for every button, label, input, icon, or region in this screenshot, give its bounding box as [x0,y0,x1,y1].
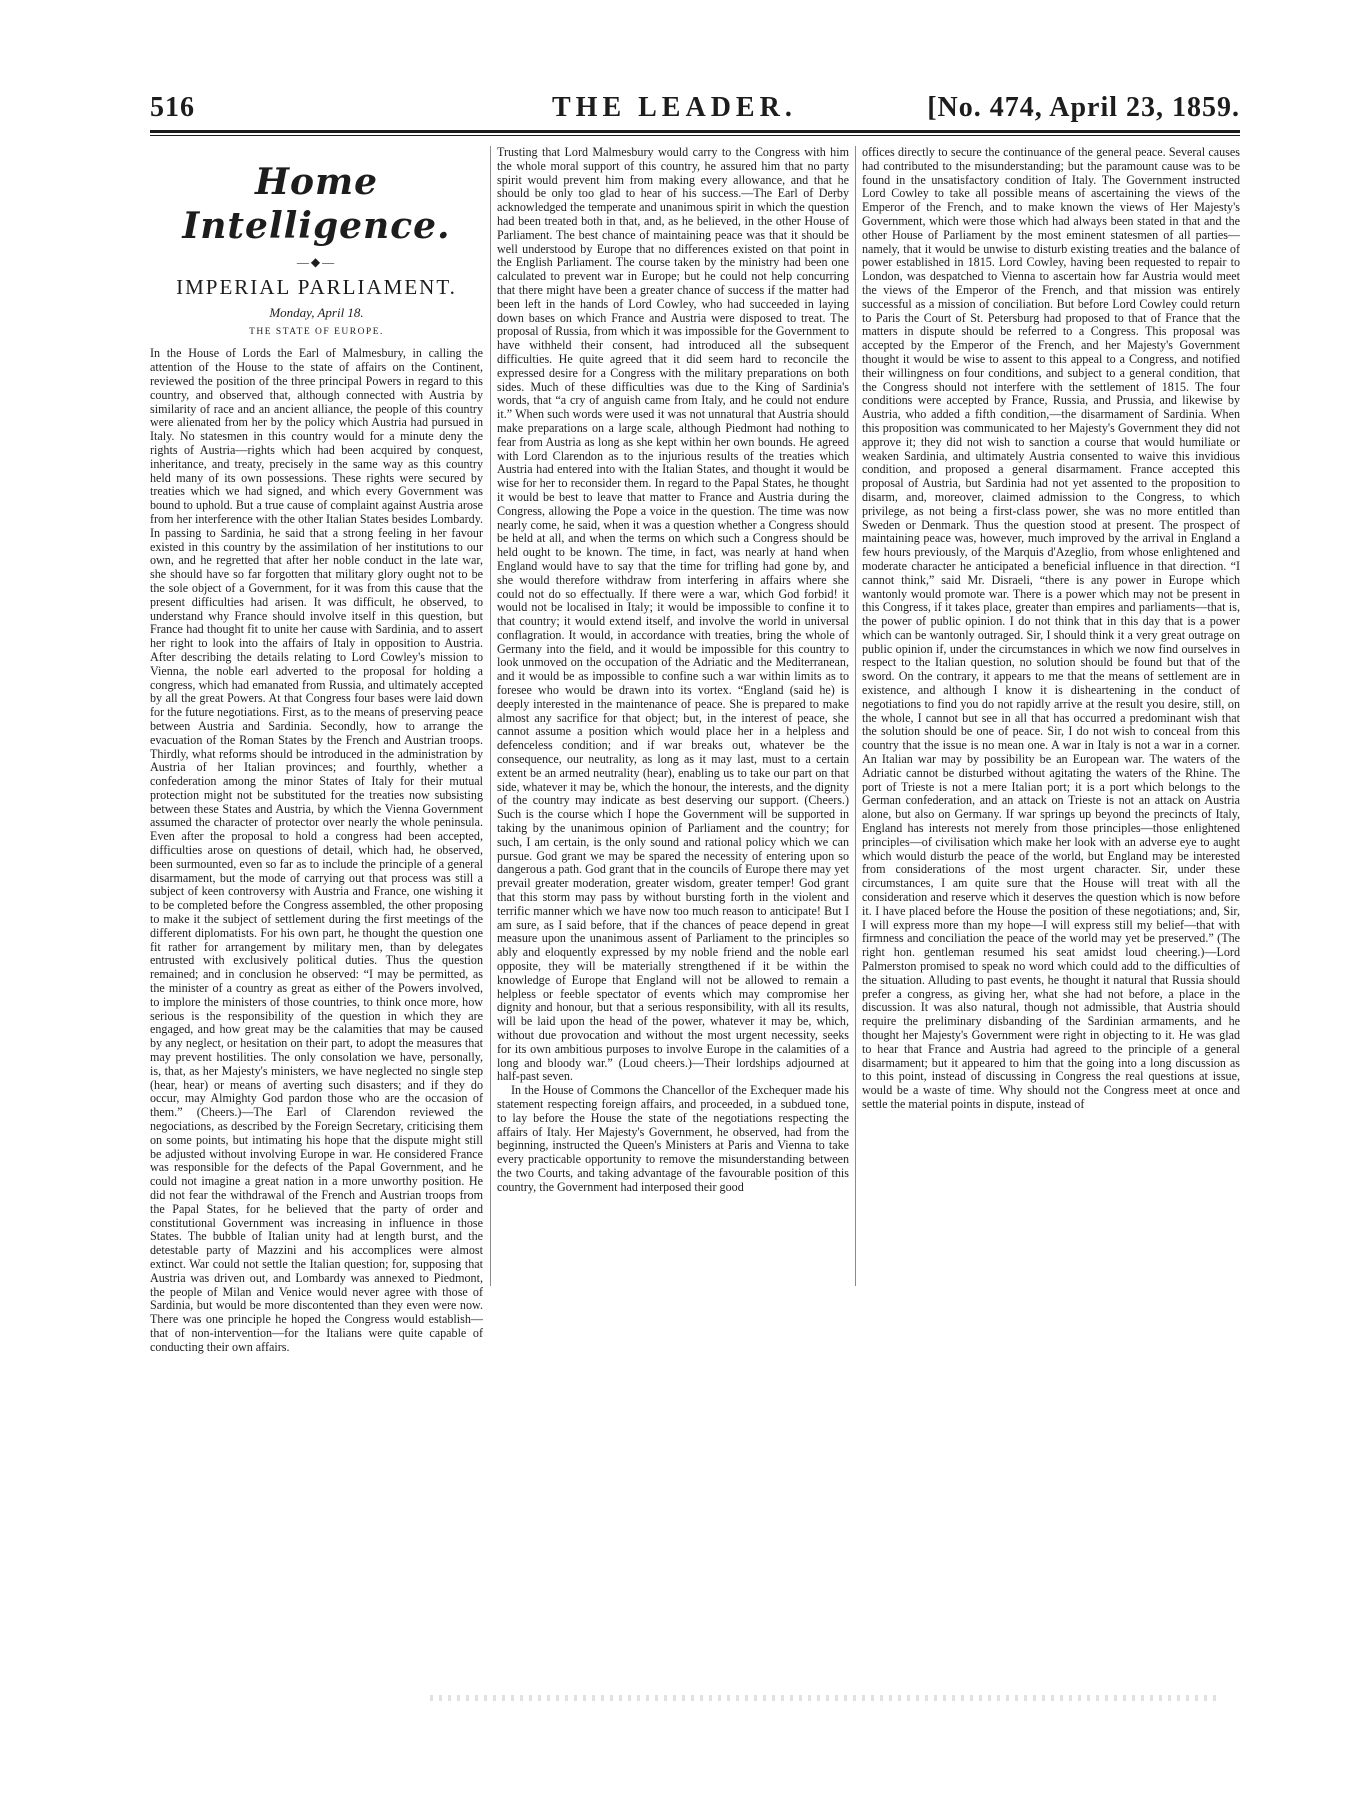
article-subhead: THE STATE OF EUROPE. [249,326,384,337]
print-scuff [430,1695,1220,1701]
ornament: —◆— [296,255,337,269]
article-headline: IMPERIAL PARLIAMENT. [176,274,457,299]
dateline: Monday, April 18. [269,304,364,320]
header-rule-thin [150,135,1240,136]
column-divider [490,146,491,1286]
paragraph: Trusting that Lord Malmesbury would carry to the Congress with him the whole moral support of this country, he assured him that no party spirit would prevent him from making every allowance, and that he should be only too glad to hear of his success.—The Earl of Derby acknowledged the temperate and unanimous spirit in which the question had been treated both in that, and, as he believed, in the other House of Parliament. The best chance of maintaining peace was that it should be well understood by Europe that no differences existed on that point in the English Parliament. The course taken by the ministry had been one calculated to prevent war in Europe; but he could not help concurring that there might have been a greater chance of success if the matter had been left in the hands of Lord Cowley, who had succeeded in laying down bases on which France and Austria were disposed to treat. The proposal of Russia, from which it was impossible for the Government to have withheld their consent, had introduced all the subsequent difficulties. He quite agreed that it did seem hard to reconcile the expressed desire for a Congress with the military preparations on both sides. Much of these difficulties was due to the King of Sardinia's words, that “a cry of anguish came from Italy, and he could not endure it.” When such words were used it was not unnatural that Austria should make preparations on a large scale, although Piedmont had nothing to fear from Austria as long as she kept within her own bounds. He agreed with Lord Clarendon as to the injurious results of the treaties which Austria had entered into with the Italian States, and thought it would be wise for her to reconsider them. In regard to the Papal States, he thought it would be best to leave that matter to France and Austria during the Congress, allowing the Pope a voice in the question. The time was now nearly come, he said, when it was a question whether a Congress should be held at all, and when the terms on which such a Congress should be held ought to be known. The time, in fact, was nearly at hand when England would have to say that the time for trifling had gone by, and she would therefore withdraw from interfering in affairs where she could not do so effectually. If there were a war, which God forbid! it would not be localised in Italy; it would be impossible to confine it to that country; it would extend itself, and involve the world in universal conflagration. It would, in accordance with treaties, bring the whole of Germany into the field, and it would be impossible for this country to look unmoved on the occupation of the Adriatic and the Mediterranean, and it would be as impossible to confine such a war within limits as to foresee who would be drawn into its vortex. “England (said he) is deeply interested in the maintenance of peace. She is prepared to make almost any sacrifice for that object; but, in the interest of peace, she cannot assume a position which would place her in a helpless and defenceless condition; and if war breaks out, whatever be the consequence, our neutrality, as long as it may last, must to a certain extent be an armed neutrality (hear), enabling us to take our part on that side, whatever it may be, which the honour, the interests, and the dignity of the country may indicate as best deserving our support. (Cheers.) Such is the course which I hope the Government will be supported in taking by the unanimous opinion of Parliament and the country; for such, I am certain, is the only sound and rational policy which we can pursue. God grant we may be spared the necessity of entering upon so dangerous a path. God grant that in the councils of Europe there may yet prevail greater moderation, greater wisdom, greater temper! God grant that this storm may pass by without bursting forth in the violent and terrific manner which we have now too much reason to anticipate! But I am sure, as I said before, that if the chances of peace depend in great measure upon the unanimous assent of Parliament to the principles so ably and eloquently expressed by my noble friend and the noble earl opposite, they will be materially strengthened if it be within the knowledge of Europe that England will not be allowed to remain a helpless or feeble spectator of events which may compromise her dignity and honour, but that a serious responsibility, with all its results, will be laid upon the head of the power, whatever it may be, which, without due provocation and without the most urgent necessity, seeks for its own ambitious purposes to involve Europe in the calamities of a long and bloody war.” (Loud cheers.)—Their lordships adjourned at half-past seven. [497,145,849,1084]
paragraph: offices directly to secure the continuance of the general peace. Several causes had contributed to the misunderstanding; but the paramount cause was to be found in the unsatisfactory condition of Italy. The Government instructed Lord Cowley to take all possible means of ascertaining the views of the Emperor of the French, and to make known the views of Her Majesty's Government, which were those which had always been stated in that and the other House of Parliament by the most eminent statesmen of all parties—namely, that it would be unwise to disturb existing treaties and the balance of power established in 1815. Lord Cowley, having been requested to repair to London, was despatched to Vienna to ascertain how far Austria would meet the views of the Emperor of the French, and that mission was entirely successful as a mission of conciliation. But before Lord Cowley could return to Paris the Court of St. Petersburg had proposed to that of France that the matters in dispute should be referred to a Congress. This proposal was accepted by the Emperor of the French, and her Majesty's Government thought it would be wise to assent to this appeal to a Congress, and notified their willingness on four conditions, and subject to a general condition, that the Congress should not interfere with the settlement of 1815. The four conditions were accepted by France, Russia, and Prussia, and likewise by Austria, who added a fifth condition,—the disarmament of Sardinia. When this proposition was communicated to her Majesty's Government they did not approve it; they did not wish to sanction a course that would humiliate or weaken Sardinia, and ultimately Austria consented to waive this invidious condition, and proposed a general disarmament. France accepted this proposal of Austria, but Sardinia had not yet assented to the proposition to disarm, and, moreover, claimed admission to the Congress, to which privilege, as not being a first-class power, she was no more entitled than Sweden or Denmark. Thus the question stood at present. The prospect of maintaining peace was, however, much improved by the arrival in England a few hours previously, of the Marquis d'Azeglio, from whose enlightened and moderate character he anticipated a beneficial influence in that direction. “I cannot think,” said Mr. Disraeli, “there is any power in Europe which wantonly would promote war. There is a power which may not be present in this Congress, if it takes place, greater than empires and parliaments—that is, the power of public opinion. I do not think that in this day that is a power which can be wantonly outraged. Sir, I should think it a very great outrage on public opinion if, under the circumstances in which we now find ourselves in respect to the Italian question, no solution should be found but that of the sword. On the contrary, it appears to me that the means of settlement are in existence, and although I know it is disheartening in the conduct of negotiations to find you do not rapidly arrive at the result you desire, still, on the whole, I cannot but see in all that has occurred a predominant wish that the solution should be one of peace. Sir, I do not wish to conceal from this country that the issue is no mean one. A war in Italy is not a war in a corner. An Italian war may by possibility be an European war. The waters of the Adriatic cannot be disturbed without agitating the waters of the Rhine. The port of Trieste is not a mere Italian port; it is a port which belongs to the German confederation, and an attack on Trieste is not an attack on Austria alone, but also on Germany. If war springs up beyond the precincts of Italy, England has interests not merely from those principles—those enlightened principles—of civilisation which make her look with an adverse eye to aught which would disturb the peace of the world, but England may be interested from considerations of the most urgent character. Sir, under these circumstances, I am quite sure that the House will treat with all the consideration and reserve which it deserves the question which is now before it. I have placed before the House the position of these negotiations; and, Sir, I will express more than my hope—I will express still my belief—that with firmness and conciliation the peace of the world may yet be preserved.” (The right hon. gentleman resumed his seat amidst loud cheering.)—Lord Palmerston promised to speak no word which could add to the difficulties of the situation. Alluding to past events, he thought it natural that Russia should prefer a congress, as giving her, what she had not before, a place in the discussion. It was also natural, though not admissible, that Austria should require the preliminary disbanding of the Sardinian armaments, and he thought her Majesty's Government were right in objecting to it. He was glad to hear that France and Austria had agreed to the principle of a general disarmament; but it appeared to him that the going into a long discussion as to this point, instead of discussing in Congress the real questions at issue, would be a waste of time. Why should not the Congress meet at once and settle the material points in dispute, instead of [862,145,1240,1111]
newspaper-title: THE LEADER. [552,92,797,123]
paragraph: In the House of Lords the Earl of Malmesbury, in calling the attention of the House to the state of affairs on the Continent, reviewed the position of the three principal Powers in regard to this country, and observed that, although connected with Austria by similarity of race and an ancient alliance, the people of this country were alienated from her by the policy which Austria had pursued in Italy. No statesmen in this country would for a minute deny the rights of Austria—rights which had been acquired by conquest, inheritance, and treaty, precisely in the same way as this country held many of its own possessions. These rights were secured by treaties which we had signed, and which every Government was bound to uphold. But a true cause of complaint against Austria arose from her interference with the other Italian States besides Lombardy. In passing to Sardinia, he said that a strong feeling in her favour existed in this country by the assimilation of her institutions to our own, and he regretted that after her noble conduct in the late war, she should have so far forgotten that military glory ought not to be the sole object of a Government, for it was from this cause that the present difficulties had arisen. It was difficult, he observed, to understand why France should involve itself in this question, but France had thought fit to unite her cause with Sardinia, and to assert her right to look into the affairs of Italy in opposition to Austria. After describing the details relating to Lord Cowley's mission to Vienna, the noble earl adverted to the proposal for holding a congress, which had emanated from Russia, and ultimately accepted by all the great Powers. At that Congress four bases were laid down for the future negotiations. First, as to the means of preserving peace between Austria and Sardinia. Secondly, how to arrange the evacuation of the Roman States by the French and Austrian troops. Thirdly, what reforms should be introduced in the administration by Austria of her Italian provinces; and fourthly, whether a confederation among the minor States of Italy for their mutual protection might not be substituted for the treaties now subsisting between these States and Austria, by which the Vienna Government assumed the character of protector over nearly the whole peninsula. Even after the proposal to hold a congress had been accepted, difficulties arose on questions of detail, which had, he observed, been surmounted, even so far as to include the principle of a general disarmament, but the mode of carrying out that process was still a subject of keen controversy with Austria and France, one wishing it to be completed before the Congress assembled, the other proposing to make it the subject of settlement during the first meetings of the different diplomatists. For his own part, he thought the question one fit rather for arrangement by military men, than by delegates entrusted with exclusively political duties. Thus the question remained; and in conclusion he observed: “I may be permitted, as the minister of a country as great as either of the Powers involved, to implore the ministers of those countries, to think once more, how serious is the responsibility of the question in which they are engaged, and how great may be the calamities that may be caused by any neglect, or hesitation on their part, to adopt the measures that may prevent hostilities. The only consolation we have, personally, is, that, as her Majesty's ministers, we have neglected no single step (hear, hear) or means of averting such disasters; and if they do occur, may Almighty God pardon those who are the occasion of them.” (Cheers.)—The Earl of Clarendon reviewed the negociations, as described by the Foreign Secretary, criticising them on some points, but intimating his hope that the dispute might still be adjusted without involving Europe in war. He considered France was responsible for the defects of the Papal Government, and he could not imagine a great nation in a more unworthy position. He did not fear the withdrawal of the French and Austrian troops from the Papal States, for he believed that the party of order and constitutional Government was increasing in influence in those States. The bubble of Italian unity had at length burst, and the detestable party of Mazzini and his accomplices were almost extinct. War could not settle the Italian question; for, supposing that Austria was driven out, and Lombardy was annexed to Piedmont, the people of Milan and Venice would never agree with those of Sardinia, but would be more discontented than they even were now. There was one principle he hoped the Congress would establish—that of non-intervention—for the Italians were quite capable of conducting their own affairs. [150,346,484,1354]
paragraph: In the House of Commons the Chancellor of the Exchequer made his statement respecting foreign affairs, and proceeded, in a subdued tone, to lay before the House the state of the negotiations respecting the affairs of Italy. Her Majesty's Government, he observed, had from the beginning, instructed the Queen's Ministers at Paris and Vienna to take every practicable opportunity to remove the misunderstanding between the two Courts, and taking advantage of the favourable position of this country, the Government had interposed their good [497,1083,849,1194]
section-title: Home Intelligence. [182,161,451,247]
column-2 [497,146,849,1286]
column-divider [855,146,856,1286]
running-head [150,86,1240,128]
column-1 [150,146,484,1354]
issue-date: [No. 474, April 23, 1859. [927,92,1240,123]
column-3 [862,146,1240,1286]
page-number: 516 [150,92,195,123]
header-rule [150,130,1240,133]
